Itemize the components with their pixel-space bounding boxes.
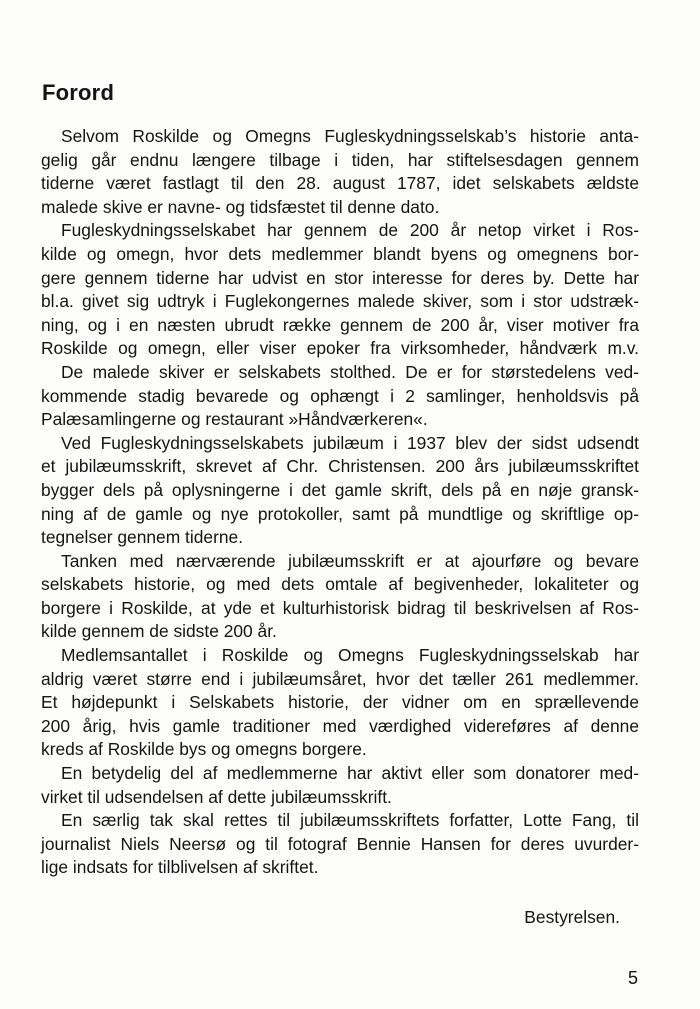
page-number: 5 — [627, 968, 638, 988]
text-line: bl.a. givet sig udtryk i Fuglekongernes malede skiver, som i stor udstræk- — [41, 291, 639, 312]
text-line: Selvom Roskilde og Omegns Fugleskydningsselskab’s historie anta- — [61, 126, 639, 146]
text-line: borgere i Roskilde, at yde et kulturhistorisk bidrag til beskrivelsen af Ros- — [41, 597, 639, 618]
text-line: ning af de gamle og nye protokoller, samt på mundtlige og skriftlige op- — [41, 503, 639, 524]
text-line: En betydelig del af medlemmerne har aktivt eller som donatorer med- — [61, 763, 639, 784]
page-title: Forord — [42, 80, 115, 105]
text-line: gelig går endnu længere tilbage i tiden, har stiftelsesdagen gennem — [41, 149, 639, 170]
text-line: journalist Niels Neersø og til fotograf Bennie Hansen for deres uvurder- — [41, 833, 639, 854]
text-line: gere gennem tiderne har udvist en stor interesse for deres by. Dette har — [41, 267, 639, 288]
text-line: virket til udsendelsen af dette jubilæumsskrift. — [41, 786, 392, 807]
text-line: kreds af Roskilde bys og omegns borgere. — [41, 739, 367, 760]
text-line: ning, og i en næsten ubrudt række gennem de 200 år, viser motiver fra — [41, 314, 639, 335]
signature: Bestyrelsen. — [524, 907, 620, 927]
text-line: En særlig tak skal rettes til jubilæumsskriftets forfatter, Lotte Fang, til — [61, 810, 639, 831]
text-line: Medlemsantallet i Roskilde og Omegns Fugleskydningsselskab har — [61, 645, 639, 666]
text-line: kilde gennem de sidste 200 år. — [41, 621, 277, 642]
text-line: kilde og omegn, hvor dets medlemmer blandt byens og omegnens bor- — [41, 243, 639, 264]
text-line: Et højdepunkt i Selskabets historie, der vidner om en sprællevende — [41, 692, 639, 713]
text-line: selskabets historie, og med dets omtale af begivenheder, lokaliteter og — [41, 574, 639, 595]
text-line: kommende stadig bevarede og ophængt i 2 samlinger, henholdsvis på — [41, 385, 639, 406]
text-line: Fugleskydningsselskabet har gennem de 200 år netop virket i Ros- — [61, 220, 639, 241]
text-line: Palæsamlingerne og restaurant »Håndværkeren«. — [41, 409, 428, 430]
text-line: De malede skiver er selskabets stolthed. De er for størstedelens ved- — [61, 361, 639, 382]
text-line: Ved Fugleskydningsselskabets jubilæum i 1937 blev der sidst udsendt — [61, 432, 639, 453]
text-line: et jubilæumsskrift, skrevet af Chr. Christensen. 200 års jubilæumsskriftet — [41, 456, 639, 477]
text-line: bygger dels på oplysningerne i det gamle skrift, dels på en nøje gransk- — [41, 479, 639, 500]
text-line: Roskilde og omegn, eller viser epoker fra virksomheder, håndværk m.v. — [41, 338, 639, 359]
text-line: malede skive er navne- og tidsfæstet til denne dato. — [41, 196, 440, 217]
text-line: Tanken med nærværende jubilæumsskrift er at ajourføre og bevare — [61, 550, 639, 571]
text-line: aldrig været større end i jubilæumsåret, hvor det tæller 261 medlemmer. — [41, 668, 639, 689]
foreword-body — [41, 125, 639, 880]
text-line: tegnelser gennem tiderne. — [41, 527, 244, 548]
text-line: 200 årig, hvis gamle traditioner med værdighed videreføres af denne — [41, 715, 639, 736]
text-line: tiderne været fastlagt til den 28. august 1787, idet selskabets ældste — [41, 173, 639, 194]
text-line: lige indsats for tilblivelsen af skriftet. — [41, 857, 319, 878]
